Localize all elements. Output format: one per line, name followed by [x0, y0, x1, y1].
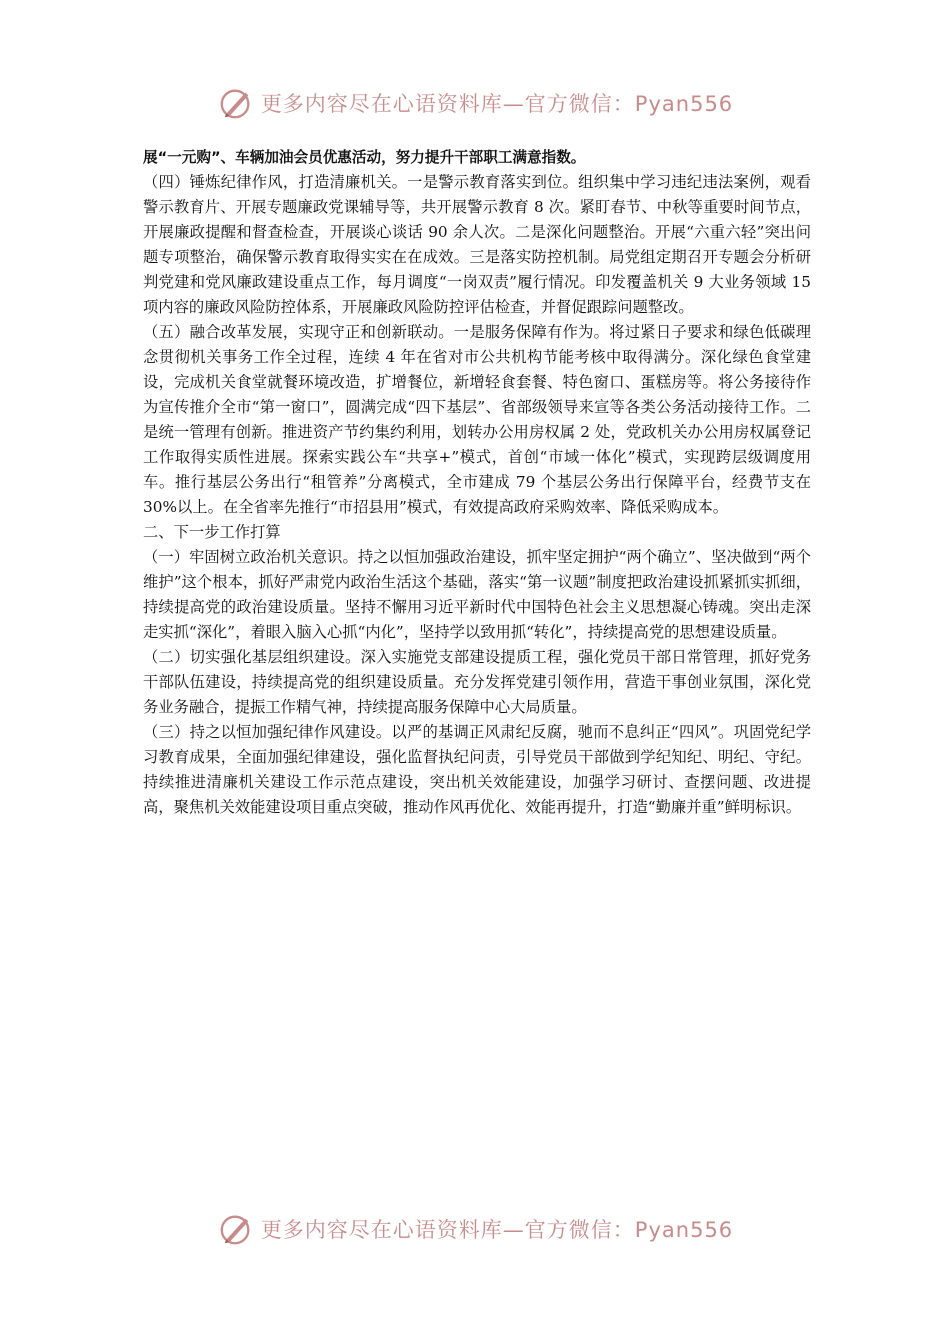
- paragraph-section-5: （五）融合改革发展，实现守正和创新联动。一是服务保障有作为。将过紧日子要求和绿色低碳理念贯彻机关事务工作全过程，连续 4 年在省对市公共机构节能考核中取得满分。深化绿色食堂建设，完成机关食堂就餐环境改造，扩增餐位，新增轻食套餐、特色窗口、蛋糕房等。将公务接待作为宣传推介全市“第一窗口”，圆满完成“四下基层”、省部级领导来宣等各类公务活动接待工作。二是统一管理有创新。推进资产节约集约利用，划转办公用房权属 2 处，党政机关办公用房权属登记工作取得实质性进展。探索实践公车“共享+”模式，首创“市域一体化”模式，实现跨层级调度用车。推行基层公务出行“租管养”分离模式，全市建成 79 个基层公务出行保障平台，经费节支在 30%以上。在全省率先推行“市招县用”模式，有效提高政府采购效率、降低采购成本。: [143, 323, 811, 516]
- paragraph-continuation: 展“一元购”、车辆加油会员优惠活动，努力提升干部职工满意指数。: [143, 149, 586, 166]
- footer-banner-text: 更多内容尽在心语资料库—官方微信：Pyan556: [260, 1218, 734, 1242]
- paragraph-plan-3: （三）持之以恒加强纪律作风建设。以严的基调正风肃纪反腐，驰而不息纠正“四风”。巩固党纪学习教育成果，全面加强纪律建设，强化监督执纪问责，引导党员干部做到学纪知纪、明纪、守纪。持续推进清廉机关建设工作示范点建设，突出机关效能建设，加强学习研讨、查摆问题、改进提高，聚焦机关效能建设项目重点突破，推动作风再优化、效能再提升，打造“勤廉并重”鲜明标识。: [143, 723, 811, 816]
- footer-banner: [0, 1209, 950, 1249]
- document-body: [143, 145, 811, 820]
- paragraph-section-4: （四）锤炼纪律作风，打造清廉机关。一是警示教育落实到位。组织集中学习违纪违法案例，观看警示教育片、开展专题廉政党课辅导等，共开展警示教育 8 次。紧盯春节、中秋等重要时间节点，开展廉政提醒和督查检查，开展谈心谈话 90 余人次。二是深化问题整治。开展“六重六轻”突出问题专项整治，确保警示教育取得实实在在成效。三是落实防控机制。局党组定期召开专题会分析研判党建和党风廉政建设重点工作，每月调度“一岗双责”履行情况。印发覆盖机关 9 大业务领域 15 项内容的廉政风险防控体系，开展廉政风险防控评估检查，并督促跟踪问题整改。: [143, 173, 811, 316]
- section-heading-next-steps: 二、下一步工作打算: [143, 523, 281, 541]
- paragraph-plan-1: （一）牢固树立政治机关意识。持之以恒加强政治建设，抓牢坚定拥护“两个确立”、坚决做到“两个维护”这个根本，抓好严肃党内政治生活这个基础，落实“第一议题”制度把政治建设抓紧抓实抓细，持续提高党的政治建设质量。坚持不懈用习近平新时代中国特色社会主义思想凝心铸魂。突出走深走实抓“深化”，着眼入脑入心抓“内化”，坚持学以致用抓“转化”，持续提高党的思想建设质量。: [143, 548, 811, 641]
- paragraph-plan-2: （二）切实强化基层组织建设。深入实施党支部建设提质工程，强化党员干部日常管理，抓好党务干部队伍建设，持续提高党的组织建设质量。充分发挥党建引领作用，营造干事创业氛围，深化党务业务融合，提振工作精气神，持续提高服务保障中心大局质量。: [143, 648, 811, 716]
- header-banner: [0, 83, 950, 123]
- pen-logo-icon: [217, 1211, 255, 1247]
- header-banner-text: 更多内容尽在心语资料库—官方微信：Pyan556: [260, 92, 734, 116]
- pen-logo-icon: [217, 85, 255, 121]
